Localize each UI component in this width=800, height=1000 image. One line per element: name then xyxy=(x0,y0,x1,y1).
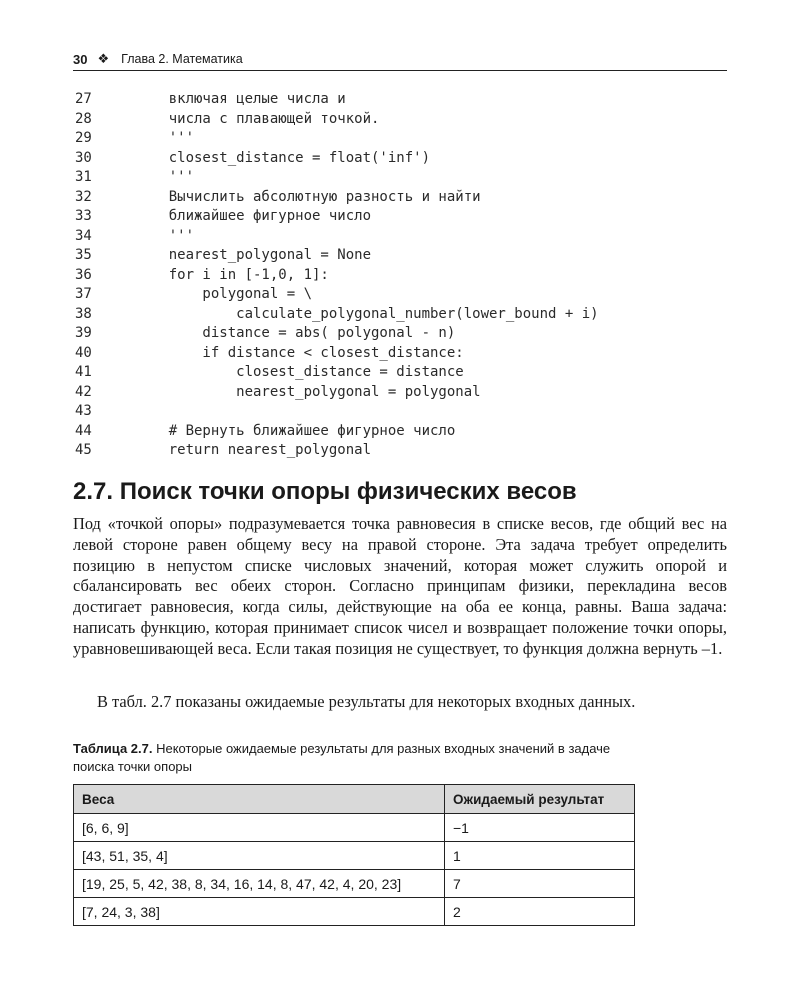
line-number: 35 xyxy=(75,247,92,263)
line-number: 28 xyxy=(75,110,92,127)
code-text: # Вернуть ближайшее фигурное число xyxy=(135,422,456,439)
table-row xyxy=(74,870,635,898)
line-number: 30 xyxy=(75,149,92,166)
line-number: 43 xyxy=(75,403,92,419)
line-number: 38 xyxy=(75,305,92,322)
code-line xyxy=(75,383,725,403)
code-line xyxy=(75,441,725,461)
line-number: 41 xyxy=(75,364,92,380)
code-line xyxy=(75,149,725,169)
code-text: nearest_polygonal = polygonal xyxy=(135,383,481,400)
code-line xyxy=(75,324,725,344)
result-cell: 7 xyxy=(445,870,635,898)
code-line xyxy=(75,129,725,149)
code-text: ''' xyxy=(135,130,195,146)
section-title: 2.7. Поиск точки опоры физических весов xyxy=(73,478,577,505)
line-number: 29 xyxy=(75,130,92,146)
weights-cell: [7, 24, 3, 38] xyxy=(74,898,445,926)
code-text: for i in [-1,0, 1]: xyxy=(135,266,329,283)
chapter-title: Глава 2. Математика xyxy=(121,52,243,66)
weights-cell: [19, 25, 5, 42, 38, 8, 34, 16, 14, 8, 47, 42, 4, 20, 23] xyxy=(74,870,445,898)
line-number: 31 xyxy=(75,169,92,185)
code-line xyxy=(75,168,725,188)
line-number: 33 xyxy=(75,208,92,224)
code-text: ''' xyxy=(135,169,195,185)
diamond-separator-icon: ❖ xyxy=(97,51,110,66)
code-text: nearest_polygonal = None xyxy=(135,247,372,263)
line-number: 32 xyxy=(75,188,92,205)
code-text: closest_distance = float('inf') xyxy=(135,149,431,166)
code-text: ''' xyxy=(135,227,195,244)
table-row xyxy=(74,898,635,926)
result-cell: 1 xyxy=(445,842,635,870)
code-line xyxy=(75,90,725,110)
line-number: 45 xyxy=(75,442,92,458)
code-text: distance = abs( polygonal - n) xyxy=(135,325,456,341)
code-text: числа с плавающей точкой. xyxy=(135,110,380,127)
code-text: calculate_polygonal_number(lower_bound + i) xyxy=(135,305,599,322)
code-text: if distance < closest_distance: xyxy=(135,344,464,361)
line-number: 39 xyxy=(75,325,92,341)
line-number: 27 xyxy=(75,91,92,107)
code-line xyxy=(75,402,725,422)
body-paragraph-1: Под «точкой опоры» подразумевается точка равновесия в списке весов, где общий вес на левой стороне равен общему весу на правой стороне. Эта задача требует определить позицию в непустом списке числовых значений, которая может служить опорой и сбалансировать вес обеих сторон. Согласно принципам физики, перекладина весов достигает равновесия, когда силы, действующие на оба ее конца, равны. Ваша задача: написать функцию, которая принимает список чисел и возвращает положение точки опоры, уравновешивающей веса. Если такая позиция не существует, то функция должна вернуть –1. xyxy=(73,514,727,658)
table-caption-label: Таблица 2.7. xyxy=(73,741,153,756)
code-text: return nearest_polygonal xyxy=(135,442,372,458)
code-line xyxy=(75,246,725,266)
result-cell: 2 xyxy=(445,898,635,926)
code-line xyxy=(75,344,725,364)
code-text: включая целые числа и xyxy=(135,91,346,107)
table-header-row xyxy=(74,785,635,814)
line-number: 34 xyxy=(75,227,92,244)
code-text: polygonal = \ xyxy=(135,286,313,302)
code-line xyxy=(75,110,725,130)
code-line xyxy=(75,305,725,325)
line-number: 37 xyxy=(75,286,92,302)
code-line xyxy=(75,266,725,286)
header-weights: Веса xyxy=(74,785,445,814)
code-text: Вычислить абсолютную разность и найти xyxy=(135,188,481,205)
page-number: 30 xyxy=(73,51,88,67)
code-line xyxy=(75,188,725,208)
code-text: closest_distance = distance xyxy=(135,364,464,380)
weights-cell: [6, 6, 9] xyxy=(74,814,445,842)
code-line xyxy=(75,285,725,305)
line-number: 40 xyxy=(75,344,92,361)
header-expected-result: Ожидаемый результат xyxy=(445,785,635,814)
results-table xyxy=(73,784,635,926)
code-line xyxy=(75,422,725,442)
result-cell: −1 xyxy=(445,814,635,842)
code-text: ближайшее фигурное число xyxy=(135,208,372,224)
code-line xyxy=(75,207,725,227)
line-number: 42 xyxy=(75,383,92,400)
page-header xyxy=(73,48,727,71)
table-caption-text: Некоторые ожидаемые результаты для разных входных значений в задаче поиска точки опоры xyxy=(73,741,611,774)
weights-cell: [43, 51, 35, 4] xyxy=(74,842,445,870)
line-number: 44 xyxy=(75,422,92,439)
table-caption xyxy=(73,740,653,776)
code-line xyxy=(75,227,725,247)
code-line xyxy=(75,363,725,383)
code-listing xyxy=(75,90,725,461)
body-paragraph-2: В табл. 2.7 показаны ожидаемые результаты для некоторых входных данных. xyxy=(97,692,636,711)
table-row xyxy=(74,842,635,870)
table-row xyxy=(74,814,635,842)
line-number: 36 xyxy=(75,266,92,283)
